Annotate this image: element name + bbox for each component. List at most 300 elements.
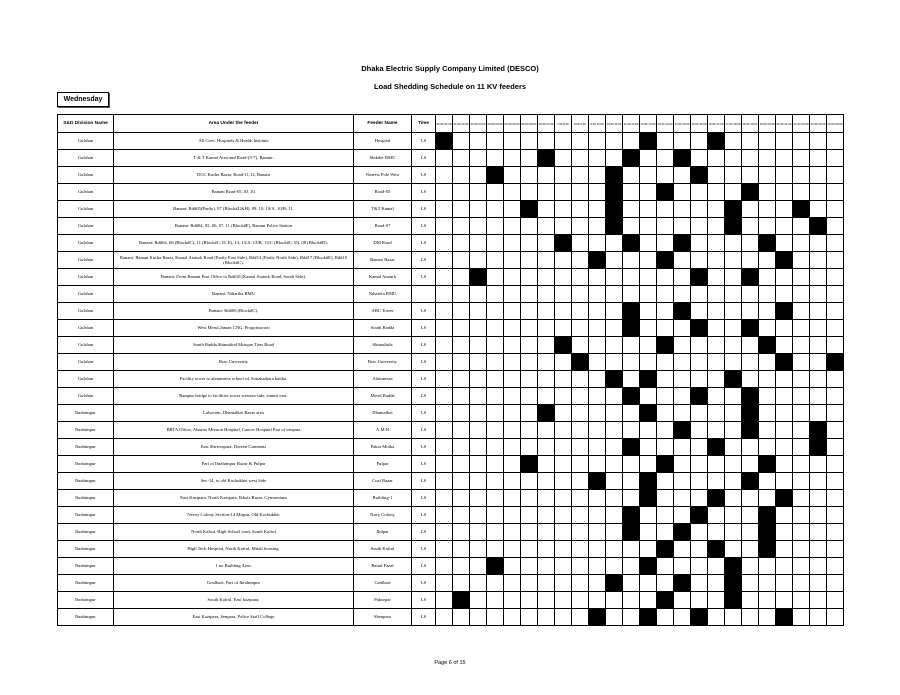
hour-slot	[691, 286, 708, 303]
hour-slot	[487, 524, 504, 541]
hour-slot	[487, 269, 504, 286]
hour-slot	[504, 354, 521, 371]
hour-slot	[708, 473, 725, 490]
hour-slot	[606, 167, 623, 184]
hour-slot	[623, 388, 640, 405]
hour-slot	[810, 201, 827, 218]
hour-slot	[657, 524, 674, 541]
division-cell: Ibrahimpur	[58, 422, 114, 439]
hour-slot	[810, 388, 827, 405]
feeder-cell: Road-07	[354, 218, 412, 235]
hour-slot	[810, 235, 827, 252]
hour-slot	[725, 320, 742, 337]
hour-slot	[572, 201, 589, 218]
hour-slot	[538, 609, 555, 626]
hour-slot	[725, 235, 742, 252]
hour-slot	[725, 592, 742, 609]
hour-slot	[470, 388, 487, 405]
hour-slot	[589, 422, 606, 439]
hour-slot	[776, 405, 793, 422]
hour-slot	[827, 235, 844, 252]
division-cell: Ibrahimpur	[58, 524, 114, 541]
hour-slot	[623, 337, 640, 354]
hour-slot	[725, 286, 742, 303]
hour-slot	[572, 320, 589, 337]
hour-slot	[742, 456, 759, 473]
hour-slot	[623, 575, 640, 592]
area-cell: East Shewrapara, Doreen Garments	[114, 439, 354, 456]
feeder-cell: A.M.H	[354, 422, 412, 439]
hour-slot	[521, 269, 538, 286]
hour-slot	[453, 184, 470, 201]
hour-slot	[708, 269, 725, 286]
table-row	[58, 609, 844, 626]
hour-slot	[827, 456, 844, 473]
hour-slot	[708, 218, 725, 235]
hour-slot	[674, 303, 691, 320]
hour-header: 05:00 06:00	[521, 115, 538, 133]
hour-slot	[640, 303, 657, 320]
hour-slot	[623, 371, 640, 388]
hour-slot	[708, 592, 725, 609]
hour-slot	[640, 558, 657, 575]
hour-slot	[589, 405, 606, 422]
hour-slot	[708, 286, 725, 303]
hour-slot	[606, 252, 623, 269]
table-row	[58, 456, 844, 473]
hour-slot	[555, 473, 572, 490]
hour-slot	[640, 269, 657, 286]
hour-slot	[827, 150, 844, 167]
hour-slot	[708, 235, 725, 252]
hour-slot	[504, 252, 521, 269]
hour-header: 14:00 15:00	[674, 115, 691, 133]
hour-slot	[827, 439, 844, 456]
hour-slot	[453, 524, 470, 541]
hour-slot	[759, 490, 776, 507]
hour-slot	[691, 371, 708, 388]
time-cell: LS	[412, 456, 436, 473]
hour-slot	[470, 371, 487, 388]
table-row	[58, 201, 844, 218]
hour-slot	[436, 235, 453, 252]
hour-slot	[759, 388, 776, 405]
feeder-cell: Kamal Ataturk	[354, 269, 412, 286]
hour-slot	[640, 354, 657, 371]
time-cell: LS	[412, 133, 436, 150]
hour-slot	[436, 473, 453, 490]
hour-slot	[623, 490, 640, 507]
hour-slot	[793, 490, 810, 507]
area-header: Area Under the feeder	[114, 115, 354, 133]
hour-slot	[555, 269, 572, 286]
hour-slot	[504, 473, 521, 490]
hour-slot	[606, 269, 623, 286]
hour-slot	[657, 473, 674, 490]
hour-slot	[453, 575, 470, 592]
hour-slot	[606, 575, 623, 592]
hour-slot	[759, 354, 776, 371]
table-row	[58, 303, 844, 320]
table-row	[58, 235, 844, 252]
hour-slot	[810, 473, 827, 490]
area-cell: Banani: Rd#04, 06 (Block#C), 11 (Block#C, D, E), 13, 13/A, 13/B, 13/C (Block#C, D), 08 (Block#D).	[114, 235, 354, 252]
hour-slot	[674, 235, 691, 252]
hour-slot	[691, 201, 708, 218]
hour-slot	[776, 575, 793, 592]
hour-slot	[521, 337, 538, 354]
hour-slot	[555, 218, 572, 235]
hour-header: 15:00 16:00	[691, 115, 708, 133]
division-cell: Gulshan	[58, 167, 114, 184]
hour-slot	[657, 456, 674, 473]
hour-slot	[657, 320, 674, 337]
hour-slot	[708, 252, 725, 269]
hour-slot	[606, 524, 623, 541]
hour-slot	[436, 133, 453, 150]
hour-slot	[623, 422, 640, 439]
hour-slot	[827, 405, 844, 422]
hour-slot	[640, 286, 657, 303]
hour-slot	[708, 558, 725, 575]
hour-slot	[538, 388, 555, 405]
area-cell: South Badda,Shimultod Mosque,Titas Road	[114, 337, 354, 354]
hour-slot	[793, 184, 810, 201]
hour-slot	[504, 422, 521, 439]
hour-slot	[657, 235, 674, 252]
feeder-cell: Navy Colony	[354, 507, 412, 524]
feeder-cell: Pukurpar	[354, 592, 412, 609]
hour-slot	[810, 218, 827, 235]
hour-slot	[606, 558, 623, 575]
time-cell: LS	[412, 473, 436, 490]
hour-slot	[538, 507, 555, 524]
hour-slot	[776, 218, 793, 235]
hour-slot	[487, 490, 504, 507]
hour-slot	[487, 303, 504, 320]
hour-slot	[674, 133, 691, 150]
hour-slot	[742, 405, 759, 422]
hour-slot	[538, 286, 555, 303]
hour-slot	[674, 218, 691, 235]
division-cell: Gulshan	[58, 235, 114, 252]
hour-slot	[674, 541, 691, 558]
division-cell: Ibrahimpur	[58, 439, 114, 456]
hour-slot	[572, 388, 589, 405]
hour-slot	[657, 252, 674, 269]
hour-slot	[640, 252, 657, 269]
hour-slot	[453, 609, 470, 626]
time-cell: LS	[412, 388, 436, 405]
hour-slot	[742, 371, 759, 388]
time-cell: LS	[412, 575, 436, 592]
hour-slot	[725, 150, 742, 167]
hour-header: 13:00 14:00	[657, 115, 674, 133]
hour-slot	[827, 320, 844, 337]
hour-slot	[657, 388, 674, 405]
hour-slot	[504, 439, 521, 456]
hour-slot	[504, 558, 521, 575]
hour-slot	[759, 201, 776, 218]
hour-slot	[589, 507, 606, 524]
table-row	[58, 575, 844, 592]
hour-slot	[504, 388, 521, 405]
time-cell: LS	[412, 320, 436, 337]
hour-slot	[589, 337, 606, 354]
hour-slot	[470, 422, 487, 439]
hour-slot	[810, 184, 827, 201]
table-row	[58, 524, 844, 541]
hour-slot	[487, 167, 504, 184]
hour-slot	[674, 490, 691, 507]
hour-slot	[776, 456, 793, 473]
hour-slot	[657, 609, 674, 626]
hour-slot	[691, 269, 708, 286]
hour-slot	[436, 320, 453, 337]
area-cell: Banani: Banani Kacha Bazar, Kamal Ataturk Road (Partly East Side), Rd#12 (Partly North Side), Rd#17 (Block#E), Rd#10 (Block#C).	[114, 252, 354, 269]
division-cell: Ibrahimpur	[58, 575, 114, 592]
hour-slot	[640, 184, 657, 201]
division-cell: Gulshan	[58, 133, 114, 150]
hour-slot	[623, 456, 640, 473]
hour-slot	[606, 235, 623, 252]
hour-slot	[759, 439, 776, 456]
hour-slot	[521, 405, 538, 422]
hour-slot	[606, 422, 623, 439]
area-cell: Banani: Rd#05(Partly), 07 (Block#G&H), 09, 10, 10/A, 10/B, 11.	[114, 201, 354, 218]
division-cell: Ibrahimpur	[58, 609, 114, 626]
hour-slot	[453, 558, 470, 575]
hour-slot	[759, 541, 776, 558]
hour-slot	[725, 422, 742, 439]
hour-slot	[606, 456, 623, 473]
hour-slot	[589, 490, 606, 507]
hour-header: 19:00 20:00	[759, 115, 776, 133]
hour-slot	[691, 388, 708, 405]
area-cell: Facility tower to alatunnesa school rd, Sonakathara baitha.	[114, 371, 354, 388]
hour-header: 00:00 01:00	[436, 115, 453, 133]
hour-slot	[691, 320, 708, 337]
hour-slot	[606, 150, 623, 167]
hour-slot	[470, 354, 487, 371]
hour-slot	[827, 575, 844, 592]
hour-slot	[793, 473, 810, 490]
hour-slot	[538, 354, 555, 371]
division-cell: Ibrahimpur	[58, 541, 114, 558]
hour-slot	[572, 354, 589, 371]
hour-slot	[691, 235, 708, 252]
table-row	[58, 490, 844, 507]
hour-slot	[572, 609, 589, 626]
hour-slot	[606, 201, 623, 218]
hour-header: 22:00 23:00	[810, 115, 827, 133]
area-cell: High Tech Hospital, North Kafrul, Mitali housing.	[114, 541, 354, 558]
hour-slot	[827, 371, 844, 388]
hour-slot	[759, 405, 776, 422]
hour-slot	[674, 201, 691, 218]
time-cell: LS	[412, 235, 436, 252]
hour-slot	[793, 286, 810, 303]
hour-slot	[487, 201, 504, 218]
hour-slot	[589, 609, 606, 626]
hour-slot	[589, 235, 606, 252]
hour-slot	[691, 541, 708, 558]
hour-slot	[810, 337, 827, 354]
hour-slot	[436, 337, 453, 354]
hour-slot	[725, 354, 742, 371]
time-cell: LS	[412, 252, 436, 269]
hour-slot	[453, 235, 470, 252]
division-cell: Ibrahimpur	[58, 592, 114, 609]
hour-slot	[538, 473, 555, 490]
hour-slot	[453, 167, 470, 184]
hour-slot	[521, 201, 538, 218]
hour-slot	[555, 592, 572, 609]
hour-slot	[640, 371, 657, 388]
hour-slot	[538, 303, 555, 320]
hour-slot	[521, 456, 538, 473]
hour-slot	[606, 405, 623, 422]
hour-slot	[793, 303, 810, 320]
hour-slot	[827, 337, 844, 354]
table-row	[58, 371, 844, 388]
hour-slot	[827, 558, 844, 575]
time-cell: LS	[412, 405, 436, 422]
hour-slot	[521, 371, 538, 388]
hour-slot	[436, 184, 453, 201]
hour-slot	[674, 575, 691, 592]
hour-slot	[708, 405, 725, 422]
hour-slot	[606, 507, 623, 524]
hour-slot	[776, 439, 793, 456]
hour-slot	[742, 150, 759, 167]
table-row	[58, 184, 844, 201]
hour-slot	[589, 439, 606, 456]
hour-header: 7:00 8:00	[555, 115, 572, 133]
hour-slot	[521, 490, 538, 507]
hour-slot	[759, 167, 776, 184]
hour-slot	[691, 218, 708, 235]
hour-slot	[521, 524, 538, 541]
table-row	[58, 167, 844, 184]
hour-slot	[589, 167, 606, 184]
company-title: Dhaka Electric Supply Company Limited (DESCO)	[361, 64, 539, 73]
hour-slot	[470, 456, 487, 473]
hour-slot	[776, 354, 793, 371]
hour-slot	[674, 269, 691, 286]
hour-slot	[521, 354, 538, 371]
hour-slot	[521, 473, 538, 490]
hour-slot	[640, 218, 657, 235]
time-cell: LS	[412, 524, 436, 541]
hour-slot	[538, 235, 555, 252]
feeder-cell: Banani Bazar	[354, 252, 412, 269]
area-cell: Banani Road-05, 03 ,01	[114, 184, 354, 201]
hour-slot	[487, 575, 504, 592]
feeder-cell: Cuzi Bazar	[354, 473, 412, 490]
hour-slot	[487, 286, 504, 303]
hour-header: 02:00 03:00	[470, 115, 487, 133]
hour-slot	[538, 371, 555, 388]
hour-slot	[504, 201, 521, 218]
hour-slot	[555, 405, 572, 422]
hour-slot	[691, 456, 708, 473]
hour-slot	[810, 507, 827, 524]
hour-slot	[674, 167, 691, 184]
hour-slot	[640, 456, 657, 473]
time-cell: LS	[412, 422, 436, 439]
time-cell: LS	[412, 609, 436, 626]
hour-slot	[708, 184, 725, 201]
hour-slot	[691, 184, 708, 201]
hour-slot	[674, 439, 691, 456]
hour-slot	[470, 320, 487, 337]
division-cell: Ibrahimpur	[58, 473, 114, 490]
area-cell: South Kafrul, East kazipara,	[114, 592, 354, 609]
division-cell: Gulshan	[58, 371, 114, 388]
hour-slot	[453, 371, 470, 388]
hour-slot	[810, 456, 827, 473]
time-header: Time	[412, 115, 436, 133]
hour-slot	[674, 354, 691, 371]
hour-slot	[555, 558, 572, 575]
hour-slot	[657, 167, 674, 184]
hour-slot	[487, 592, 504, 609]
hour-slot	[453, 320, 470, 337]
hour-slot	[776, 150, 793, 167]
hour-slot	[453, 133, 470, 150]
hour-slot	[725, 201, 742, 218]
hour-slot	[572, 286, 589, 303]
feeder-cell: Goalbari	[354, 575, 412, 592]
hour-slot	[810, 405, 827, 422]
hour-slot	[759, 609, 776, 626]
hour-slot	[555, 235, 572, 252]
hour-slot	[589, 320, 606, 337]
time-cell: LS	[412, 490, 436, 507]
hour-slot	[572, 405, 589, 422]
hour-slot	[538, 439, 555, 456]
hour-slot	[640, 524, 657, 541]
feeder-cell: Pulpar	[354, 456, 412, 473]
area-cell: East Kazipara, Senpara, Police Staff College	[114, 609, 354, 626]
hour-slot	[555, 150, 572, 167]
hour-slot	[436, 575, 453, 592]
hour-slot	[470, 609, 487, 626]
hour-slot	[691, 490, 708, 507]
hour-slot	[623, 133, 640, 150]
hour-header: 11:00 12:00	[623, 115, 640, 133]
hour-slot	[572, 235, 589, 252]
hour-slot	[759, 269, 776, 286]
hour-slot	[555, 354, 572, 371]
hour-slot	[759, 235, 776, 252]
division-cell: Ibrahimpur	[58, 456, 114, 473]
feeder-cell: Merul Badda	[354, 388, 412, 405]
hour-slot	[742, 541, 759, 558]
hour-slot	[657, 575, 674, 592]
hour-slot	[640, 388, 657, 405]
hour-slot	[436, 303, 453, 320]
hour-slot	[776, 541, 793, 558]
hour-slot	[793, 252, 810, 269]
hour-slot	[640, 320, 657, 337]
hour-slot	[487, 541, 504, 558]
hour-slot	[776, 235, 793, 252]
time-cell: LS	[412, 507, 436, 524]
hour-slot	[538, 456, 555, 473]
hour-slot	[793, 524, 810, 541]
